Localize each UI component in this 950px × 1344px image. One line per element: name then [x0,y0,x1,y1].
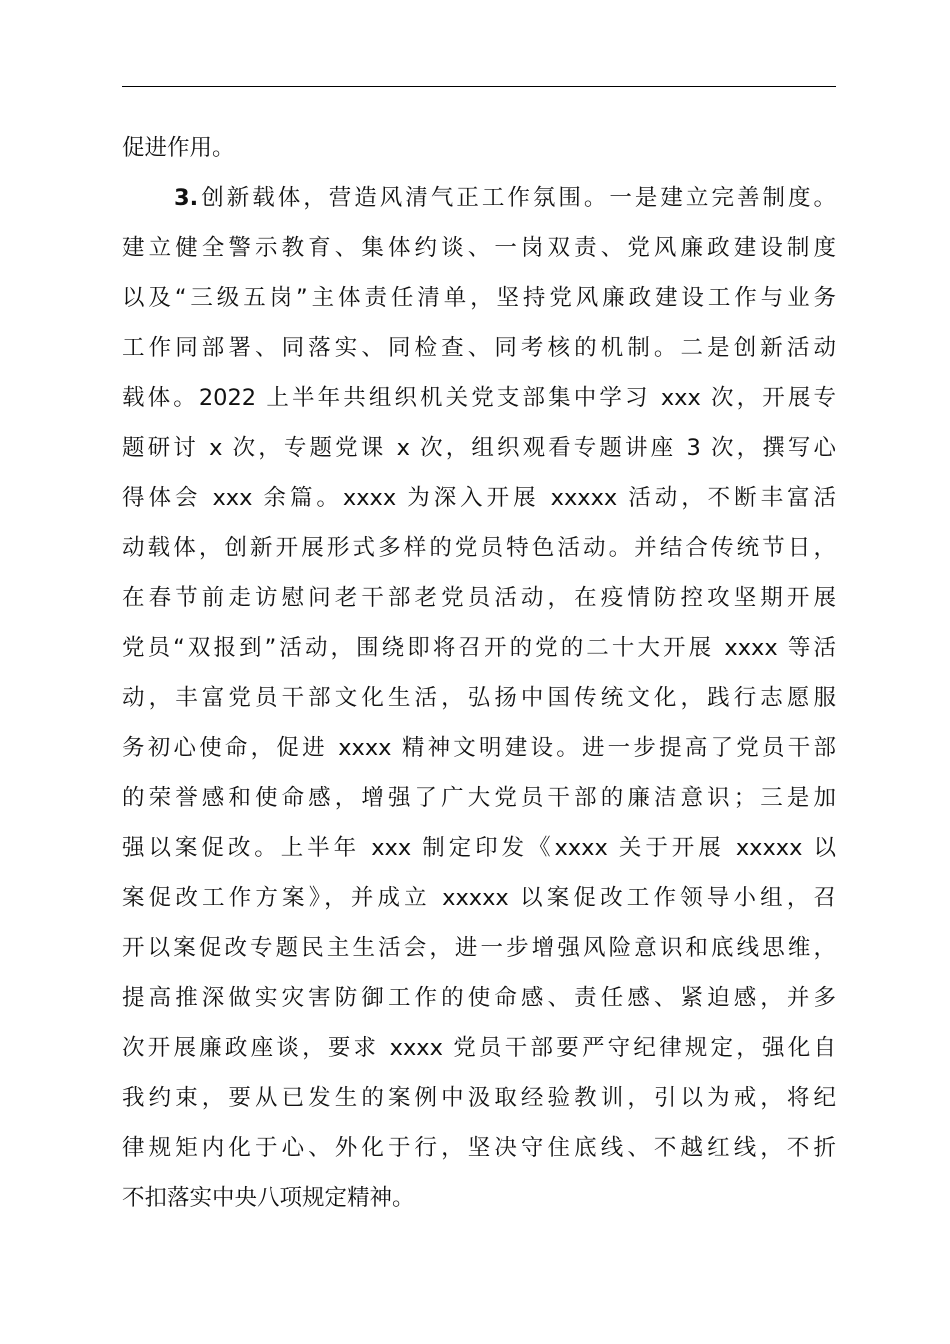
continuation-line: 促进作用。 [122,135,235,161]
paragraph-text: 创新载体，营造风清气正工作氛围。一是建立完善制度。 [198,185,836,211]
paragraph-line: 我约束，要从已发生的案例中汲取经验教训，引以为戒，将纪 [122,1085,836,1111]
paragraph-line: 开以案促改专题民主生活会，进一步增强风险意识和底线思维， [122,935,836,961]
document-body [122,123,836,1223]
paragraph-line: 强以案促改。上半年 xxx 制定印发《xxxx 关于开展 xxxxx 以 [122,835,836,861]
paragraph-line: 的荣誉感和使命感，增强了广大党员干部的廉洁意识；三是加 [122,785,836,811]
header-rule [122,86,836,87]
paragraph-line: 得体会 xxx 余篇。xxxx 为深入开展 xxxxx 活动，不断丰富活 [122,485,836,511]
section-number: 3. [174,185,199,211]
paragraph-line: 工作同部署、同落实、同检查、同考核的机制。二是创新活动 [122,335,836,361]
paragraph-line: 提高推深做实灾害防御工作的使命感、责任感、紧迫感，并多 [122,985,836,1011]
paragraph-line: 在春节前走访慰问老干部老党员活动，在疫情防控攻坚期开展 [122,585,836,611]
paragraph-line: 党员“双报到”活动，围绕即将召开的党的二十大开展 xxxx 等活 [122,635,836,661]
paragraph-line: 建立健全警示教育、集体约谈、一岗双责、党风廉政建设制度 [122,235,836,261]
paragraph-line: 题研讨 x 次，专题党课 x 次，组织观看专题讲座 3 次，撰写心 [122,435,836,461]
paragraph-line: 以及“三级五岗”主体责任清单，坚持党风廉政建设工作与业务 [122,285,836,311]
paragraph-line: 次开展廉政座谈，要求 xxxx 党员干部要严守纪律规定，强化自 [122,1035,836,1061]
paragraph-last-line: 不扣落实中央八项规定精神。 [122,1185,415,1211]
paragraph-line: 案促改工作方案》，并成立 xxxxx 以案促改工作领导小组，召 [122,885,836,911]
paragraph-line: 动载体，创新开展形式多样的党员特色活动。并结合传统节日， [122,535,836,561]
paragraph-line: 律规矩内化于心、外化于行，坚决守住底线、不越红线，不折 [122,1135,836,1161]
paragraph-line: 务初心使命，促进 xxxx 精神文明建设。进一步提高了党员干部 [122,735,836,761]
paragraph-line: 载体。2022 上半年共组织机关党支部集中学习 xxx 次，开展专 [122,385,836,411]
paragraph-line: 动，丰富党员干部文化生活，弘扬中国传统文化，践行志愿服 [122,685,836,711]
paragraph-line [122,173,836,223]
